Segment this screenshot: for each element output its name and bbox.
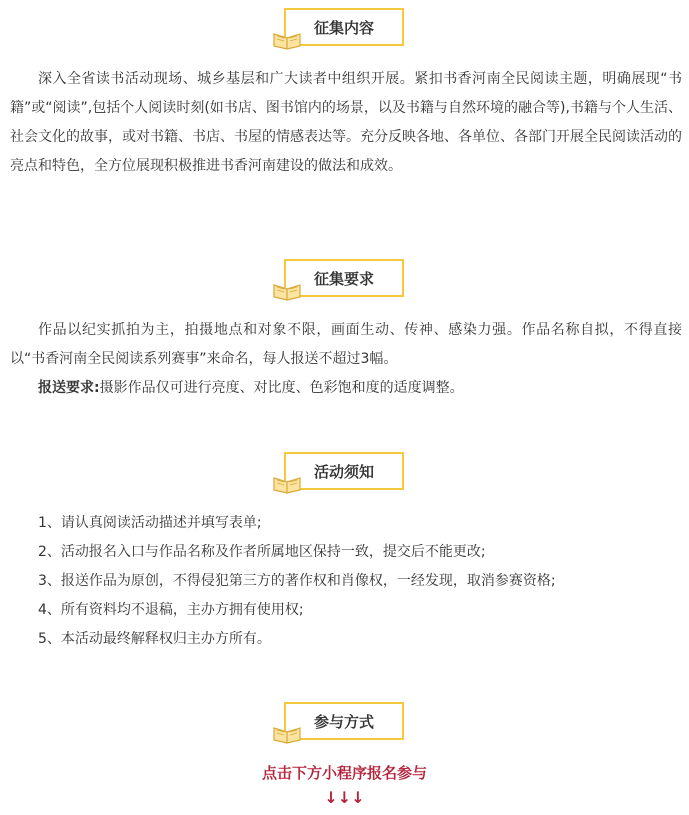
book-icon [272, 470, 302, 494]
dots-decoration-icon [376, 694, 402, 702]
section-title: 活动须知 [284, 452, 404, 490]
submit-text: 摄影作品仅可进行亮度、对比度、色彩饱和度的适度调整。 [99, 380, 464, 396]
section-badge-notes [272, 448, 404, 484]
dots-decoration-icon [376, 444, 402, 452]
down-arrows-icon: ↓↓↓ [324, 788, 365, 807]
notes-item-5: 5、本活动最终解释权归主办方所有。 [38, 631, 271, 647]
book-icon [272, 26, 302, 50]
requirements-paragraph: 作品以纪实抓拍为主，拍摄地点和对象不限，画面生动、传神、感染力强。作品名称自拟，不得直接以“书香河南全民阅读系列赛事”来命名，每人报送不超过3幅。 [10, 322, 682, 367]
content-paragraph: 深入全省读书活动现场、城乡基层和广大读者中组织开展。紧扣书香河南全民阅读主题，明确展现“书籍”或“阅读”,包括个人阅读时刻(如书店、图书馆内的场景，以及书籍与自然环境的融合等),书籍与个人生活、社会文化的故事，或对书籍、书店、书屋的情感表达等。充分反映各地、各单位、各部门开展全民阅读活动的亮点和特色，全方位展现积极推进书香河南建设的做法和成效。 [10, 71, 682, 174]
section-badge-participation [272, 698, 404, 734]
notes-item-3: 3、报送作品为原创，不得侵犯第三方的著作权和肖像权，一经发现，取消参赛资格; [38, 573, 556, 589]
section-badge-content [272, 4, 404, 40]
section-badge-requirements [272, 255, 404, 291]
dots-decoration-icon [376, 0, 402, 8]
book-icon [272, 277, 302, 301]
section-title: 参与方式 [284, 702, 404, 740]
book-icon [272, 720, 302, 744]
signup-call-to-action[interactable]: 点击下方小程序报名参与 [261, 764, 427, 782]
dots-decoration-icon [376, 251, 402, 259]
submit-label: 报送要求: [38, 380, 100, 396]
notes-item-4: 4、所有资料均不退稿，主办方拥有使用权; [38, 602, 304, 618]
notes-item-2: 2、活动报名入口与作品名称及作者所属地区保持一致，提交后不能更改; [38, 544, 486, 560]
notes-item-1: 1、请认真阅读活动描述并填写表单; [38, 515, 262, 531]
submit-requirement [10, 374, 682, 403]
section-title: 征集要求 [284, 259, 404, 297]
section-title: 征集内容 [284, 8, 404, 46]
